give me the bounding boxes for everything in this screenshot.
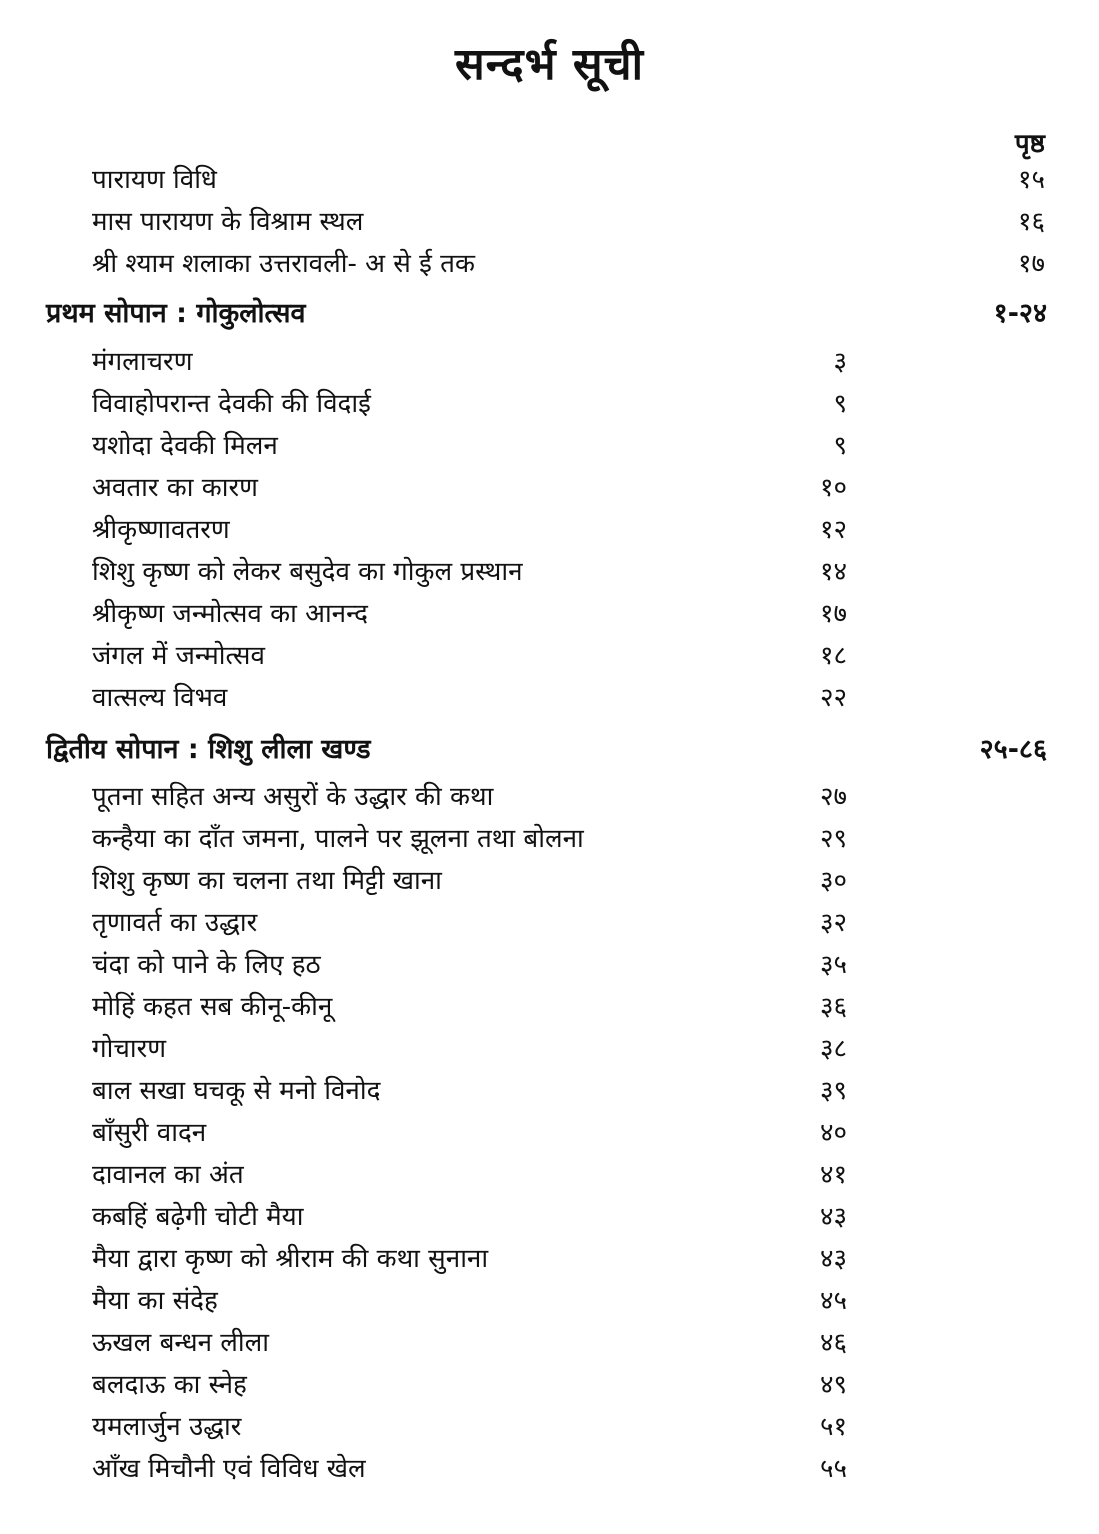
toc-entry-label: मैया का संदेह — [92, 1286, 218, 1316]
toc-entry-page: १७ — [1017, 249, 1045, 279]
toc-entry-page: २९ — [819, 824, 847, 854]
toc-entry-page: ३२ — [819, 908, 847, 938]
toc-entry-page: १७ — [819, 599, 847, 629]
toc-entry-page: १४ — [819, 557, 847, 587]
toc-entry-label: मास पारायण के विश्राम स्थल — [92, 207, 364, 237]
toc-entry — [0, 1281, 1099, 1321]
toc-entry-label: बाल सखा घचकू से मनो विनोद — [92, 1076, 381, 1106]
toc-entry — [0, 819, 1099, 859]
toc-entry-page: ३९ — [819, 1076, 847, 1106]
toc-entry-label: गोचारण — [92, 1034, 167, 1064]
toc-entry-label: ऊखल बन्धन लीला — [92, 1328, 270, 1358]
toc-entry — [0, 1197, 1099, 1237]
toc-entry-page: ४३ — [819, 1244, 847, 1274]
toc-entry — [0, 468, 1099, 508]
toc-entry — [0, 678, 1099, 718]
toc-entry-page: १६ — [1017, 207, 1045, 237]
toc-entry-label: विवाहोपरान्त देवकी की विदाई — [92, 389, 371, 419]
toc-entry — [0, 1407, 1099, 1447]
section-title: द्वितीय सोपान : शिशु लीला खण्ड — [46, 734, 371, 765]
toc-entry — [0, 987, 1099, 1027]
toc-entry-label: कन्हैया का दाँत जमना, पालने पर झूलना तथा बोलना — [92, 824, 584, 854]
toc-entry-page: ४६ — [819, 1328, 847, 1358]
toc-entry-page: ५१ — [819, 1412, 847, 1442]
toc-entry — [0, 1323, 1099, 1363]
toc-entry — [0, 342, 1099, 382]
toc-entry-label: वात्सल्य विभव — [92, 683, 228, 713]
toc-entry — [0, 1071, 1099, 1111]
toc-entry-page: ३ — [833, 347, 847, 377]
toc-entry — [0, 1113, 1099, 1153]
toc-entry-label: यशोदा देवकी मिलन — [92, 431, 278, 461]
page-column-header: पृष्ठ — [1014, 129, 1045, 159]
toc-entry-page: ४१ — [819, 1160, 847, 1190]
toc-entry-page: १८ — [819, 641, 847, 671]
section-heading — [0, 294, 1099, 334]
toc-entry-page: १० — [819, 473, 847, 503]
toc-entry-label: तृणावर्त का उद्धार — [92, 908, 258, 938]
toc-entry-label: श्रीकृष्णावतरण — [92, 515, 230, 545]
toc-entry-label: मंगलाचरण — [92, 347, 193, 377]
toc-entry-label: अवतार का कारण — [92, 473, 258, 503]
toc-entry-page: ३० — [819, 866, 847, 896]
toc-entry-page: ४५ — [819, 1286, 847, 1316]
toc-entry-label: मैया द्वारा कृष्ण को श्रीराम की कथा सुनाना — [92, 1244, 489, 1274]
toc-entry-page: ३६ — [819, 992, 847, 1022]
page-title: सन्दर्भ सूची — [454, 39, 645, 90]
toc-entry-page: ४३ — [819, 1202, 847, 1232]
toc-entry-page: ४० — [819, 1118, 847, 1148]
section-page-range: १-२४ — [993, 298, 1047, 329]
toc-entry-label: यमलार्जुन उद्धार — [92, 1412, 242, 1442]
toc-entry-label: श्री श्याम शलाका उत्तरावली- अ से ई तक — [92, 249, 475, 279]
toc-entry — [0, 903, 1099, 943]
toc-entry — [0, 510, 1099, 550]
toc-entry-label: जंगल में जन्मोत्सव — [92, 641, 265, 671]
toc-entry — [0, 636, 1099, 676]
toc-entry-label: मोहिं कहत सब कीनू-कीनू — [92, 992, 333, 1022]
toc-entry — [0, 1029, 1099, 1069]
toc-entry-label: दावानल का अंत — [92, 1160, 244, 1190]
section-heading — [0, 730, 1099, 770]
toc-entry-label: बाँसुरी वादन — [92, 1118, 207, 1148]
toc-entry — [0, 426, 1099, 466]
toc-entry-label: शिशु कृष्ण का चलना तथा मिट्टी खाना — [92, 866, 442, 896]
toc-entry-page: ५५ — [819, 1454, 847, 1484]
toc-entry — [0, 160, 1099, 200]
toc-entry — [0, 552, 1099, 592]
toc-entry — [0, 1365, 1099, 1405]
toc-entry-page: २२ — [819, 683, 847, 713]
toc-entry — [0, 1239, 1099, 1279]
toc-entry-page: ९ — [833, 389, 847, 419]
toc-entry — [0, 1155, 1099, 1195]
toc-entry-label: चंदा को पाने के लिए हठ — [92, 950, 321, 980]
toc-entry-label: शिशु कृष्ण को लेकर बसुदेव का गोकुल प्रस्थान — [92, 557, 523, 587]
toc-entry — [0, 244, 1099, 284]
toc-entry-label: बलदाऊ का स्नेह — [92, 1370, 247, 1400]
toc-entry-label: आँख मिचौनी एवं विविध खेल — [92, 1454, 366, 1484]
toc-entry — [0, 777, 1099, 817]
toc-entry-label: पारायण विधि — [92, 165, 217, 195]
toc-entry — [0, 861, 1099, 901]
toc-entry-page: २७ — [819, 782, 847, 812]
toc-entry-label: श्रीकृष्ण जन्मोत्सव का आनन्द — [92, 599, 368, 629]
toc-entry — [0, 1449, 1099, 1489]
toc-entry-page: ३८ — [819, 1034, 847, 1064]
toc-entry — [0, 384, 1099, 424]
toc-entry-label: कबहिं बढ़ेगी चोटी मैया — [92, 1202, 304, 1232]
toc-entry-page: १२ — [819, 515, 847, 545]
section-page-range: २५-८६ — [979, 734, 1047, 765]
toc-entry-page: ९ — [833, 431, 847, 461]
toc-entry — [0, 945, 1099, 985]
toc-entry — [0, 594, 1099, 634]
toc-entry-page: ४९ — [819, 1370, 847, 1400]
toc-entry-label: पूतना सहित अन्य असुरों के उद्धार की कथा — [92, 782, 494, 812]
toc-entry-page: ३५ — [819, 950, 847, 980]
toc-entry-page: १५ — [1017, 165, 1045, 195]
toc-entry — [0, 202, 1099, 242]
section-title: प्रथम सोपान : गोकुलोत्सव — [46, 298, 306, 329]
